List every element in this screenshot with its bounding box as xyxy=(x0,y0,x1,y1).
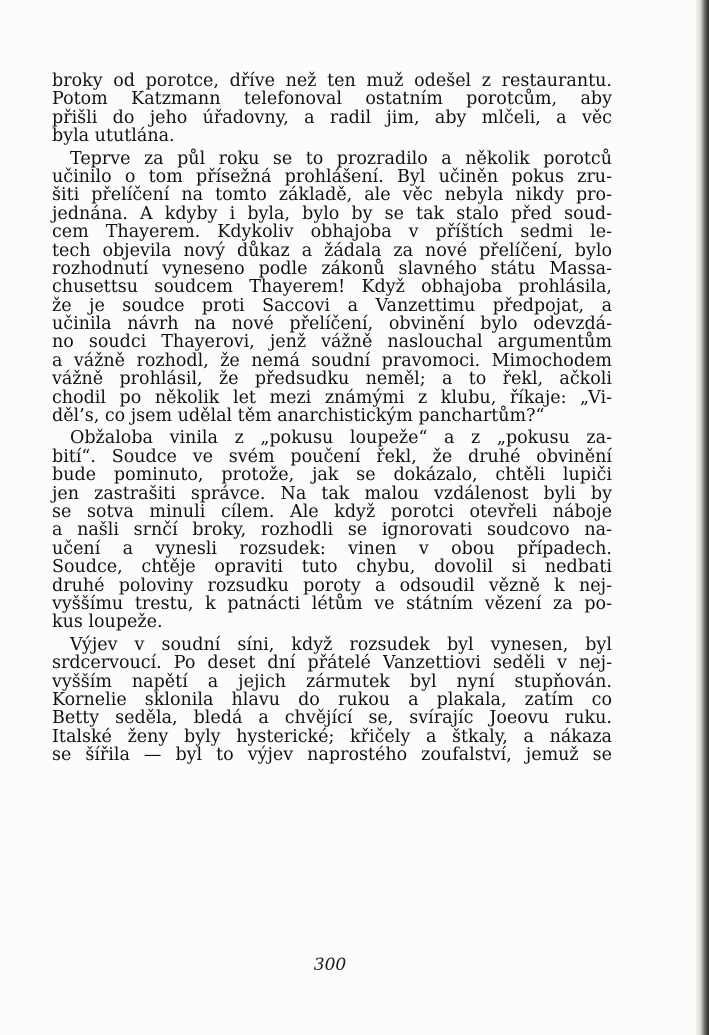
text-line: se šířila — byl to výjev naprostého zoufalství, jemuž se xyxy=(52,745,612,766)
text-line: a vážně rozhodl, že nemá soudní pravomoci. Mimochodem xyxy=(52,350,612,371)
text-line: Italské ženy byly hysterické; křičely a štkaly, a nákaza xyxy=(52,726,612,747)
text-line: druhé poloviny rozsudku poroty a odsoudil vězně k nej- xyxy=(52,575,612,596)
text-line: bití“. Soudce ve svém poučení řekl, že druhé obvinění xyxy=(52,446,612,467)
text-line: že je soudce proti Saccovi a Vanzettimu předpojat, a xyxy=(52,295,612,316)
text-line: kus loupeže. xyxy=(52,612,163,633)
text-line: broky od porotce, dříve než ten muž odešel z restaurantu. xyxy=(52,71,612,91)
paragraph-1 xyxy=(52,72,612,146)
text-line: vyšším napětí a jejich zármutek byl nyní stupňován. xyxy=(52,671,612,692)
text-line: byla ututlána. xyxy=(52,126,175,147)
text-line: Obžaloba vinila z „pokusu loupeže“ a z „pokusu za- xyxy=(70,428,612,449)
text-line: přišli do jeho úřadovny, a radil jim, aby mlčeli, a věc xyxy=(52,107,612,128)
text-line: se sotva minuli cílem. Ale když porotci otevřeli náboje xyxy=(52,501,612,522)
text-line: a našli srnčí broky, rozhodli se ignorovati soudcovo na- xyxy=(52,520,612,541)
text-line: Soudce, chtěje opraviti tuto chybu, dovolil si nedbati xyxy=(52,557,612,578)
text-line: jen zastrašiti správce. Na tak malou vzdálenost byli by xyxy=(52,483,612,504)
text-line: chodil po několik let mezi známými z klubu, říkaje: „Vi- xyxy=(52,387,612,408)
text-line: chusettsu soudcem Thayerem! Když obhajoba prohlásila, xyxy=(52,277,612,298)
text-line: no soudci Thayerovi, jenž vážně naslouchal argumentům xyxy=(52,332,612,353)
text-line: Betty seděla, bledá a chvějící se, svírajíc Joeovu ruku. xyxy=(52,708,612,729)
book-spine-shadow xyxy=(695,0,709,1035)
text-line: vyššímu trestu, k patnácti létům ve státním vězení za po- xyxy=(52,593,612,614)
text-line: děl’s, co jsem udělal těm anarchistickým panchartům?“ xyxy=(52,406,545,427)
text-line: šiti přelíčení na tomto základě, ale věc nebyla nikdy pro- xyxy=(52,185,612,206)
text-line: Výjev v soudní síni, když rozsudek byl vynesen, byl xyxy=(70,634,612,655)
text-line: Teprve za půl roku se to prozradilo a několik porotců xyxy=(70,148,612,169)
page-number: 300 xyxy=(313,955,347,975)
text-line: učinilo o tom přísežná prohlášení. Byl učiněn pokus zru- xyxy=(52,166,612,187)
text-line: jednána. A kdyby i byla, bylo by se tak stalo před soud- xyxy=(52,203,612,224)
text-line: vážně prohlásil, že předsudku neměl; a to řekl, ačkoli xyxy=(52,369,612,390)
paragraph-2 xyxy=(52,150,612,426)
text-line: Kornelie sklonila hlavu do rukou a plakala, zatím co xyxy=(52,689,612,710)
text-line: bude pominuto, protože, jak se dokázalo, chtěli lupiči xyxy=(52,465,612,486)
text-line: cem Thayerem. Kdykoliv obhajoba v příštích sedmi le- xyxy=(52,222,612,243)
text-line: srdcervoucí. Po deset dní přátelé Vanzettiovi seděli v nej- xyxy=(52,653,612,674)
text-line: Potom Katzmann telefonoval ostatním porotcům, aby xyxy=(52,89,612,110)
paragraph-3 xyxy=(52,429,612,631)
paragraph-4 xyxy=(52,636,612,765)
text-line: rozhodnutí vyneseno podle zákonů slavného státu Massa- xyxy=(52,258,612,279)
text-line: tech objevila nový důkaz a žádala za nové přelíčení, bylo xyxy=(52,240,612,261)
body-text xyxy=(52,72,612,764)
text-line: učinila návrh na nové přelíčení, obvinění bylo odevzdá- xyxy=(52,314,612,335)
text-line: učení a vynesli rozsudek: vinen v obou případech. xyxy=(52,538,612,559)
